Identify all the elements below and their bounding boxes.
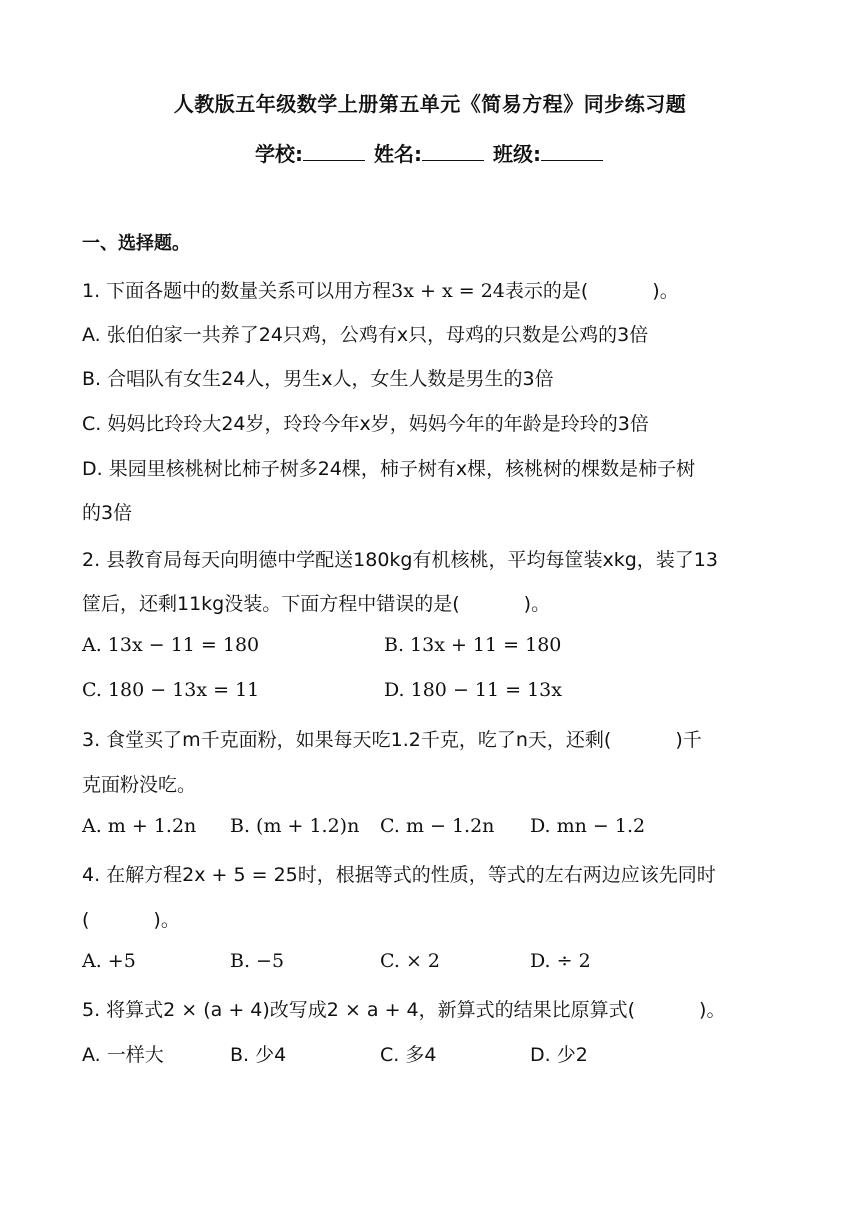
q5-options-row [82,1040,782,1066]
q1-option-a: A. 张伯伯家一共养了24只鸡，公鸡有x只，母鸡的只数是公鸡的3倍 [82,324,649,346]
class-blank[interactable] [541,142,603,161]
q2-options-row1 [82,634,782,660]
q1-option-d: D. 果园里核桃树比柿子树多24棵，柿子树有x棵，核桃树的棵数是柿子树 [82,458,696,480]
school-field [255,138,367,167]
q2-stem-line1: 2. 县教育局每天向明德中学配送180kg有机核桃，平均每筐装xkg，装了13 [82,549,718,571]
q3-stem-line1 [82,725,702,752]
q3-option-b: B. (m + 1.2)n [230,815,360,837]
q4-option-b: B. −5 [230,950,285,972]
q3-option-a: A. m + 1.2n [82,815,197,837]
student-info-row [0,138,860,167]
q4-stem-line2 [82,905,180,932]
q1-stem-text: 1. 下面各题中的数量关系可以用方程 [82,280,392,302]
q1-option-b: B. 合唱队有女生24人，男生x人，女生人数是男生的3倍 [82,368,554,390]
q4-stem-open: ( [82,909,90,931]
school-label: 学校: [255,142,304,166]
q1-option-d-cont: 的3倍 [82,502,133,524]
q5-stem-end: )。 [699,999,726,1021]
q1-option-c: C. 妈妈比玲玲大24岁，玲玲今年x岁，妈妈今年的年龄是玲玲的3倍 [82,413,649,435]
q2-options-row2 [82,679,782,705]
school-blank[interactable] [303,142,365,161]
q3-stem-end: )千 [675,729,702,751]
q4-option-a: A. +5 [82,950,136,972]
q1-stem-end: )。 [652,280,679,302]
q3-option-d: D. mn − 1.2 [530,815,646,837]
q4-option-d: D. ÷ 2 [530,950,591,972]
q3-stem-line2: 克面粉没吃。 [82,774,197,796]
q5-stem-text: 5. 将算式2 × (a + 4)改写成2 × a + 4，新算式的结果比原算式( [82,999,636,1021]
q5-option-c: C. 多4 [380,1044,437,1066]
q2-option-d: D. 180 − 11 = 13x [384,679,562,701]
q5-stem [82,995,725,1022]
name-field [374,138,486,167]
q2-stem-end: )。 [523,593,551,615]
q3-option-c: C. m − 1.2n [380,815,495,837]
q4-options-row [82,950,782,976]
q5-option-d: D. 少2 [530,1044,588,1066]
section-heading: 一、选择题。 [82,233,190,254]
class-label: 班级: [492,142,541,166]
q2-option-c: C. 180 − 13x = 11 [82,679,260,701]
q2-stem-text: 筐后，还剩11kg没装。下面方程中错误的是( [82,593,460,615]
q2-stem-line2 [82,589,550,616]
q5-option-b: B. 少4 [230,1044,287,1066]
q5-option-a: A. 一样大 [82,1044,164,1066]
q2-option-a: A. 13x − 11 = 180 [82,634,260,656]
q1-stem-text-2: 表示的是( [504,280,589,302]
q2-option-b: B. 13x + 11 = 180 [384,634,562,656]
name-label: 姓名: [374,142,422,166]
q1-stem [82,276,679,303]
name-blank[interactable] [422,142,484,161]
class-field [493,138,605,167]
q4-option-c: C. × 2 [380,950,440,972]
q4-stem-line1: 4. 在解方程2x + 5 = 25时，根据等式的性质，等式的左右两边应该先同时 [82,864,716,886]
q4-stem-end: )。 [153,909,180,931]
q1-equation: 3x + x = 24 [391,280,505,302]
page-title: 人教版五年级数学上册第五单元《简易方程》同步练习题 [173,92,687,116]
q3-stem-text: 3. 食堂买了m千克面粉，如果每天吃1.2千克，吃了n天，还剩( [82,729,612,751]
q3-options-row [82,815,782,841]
